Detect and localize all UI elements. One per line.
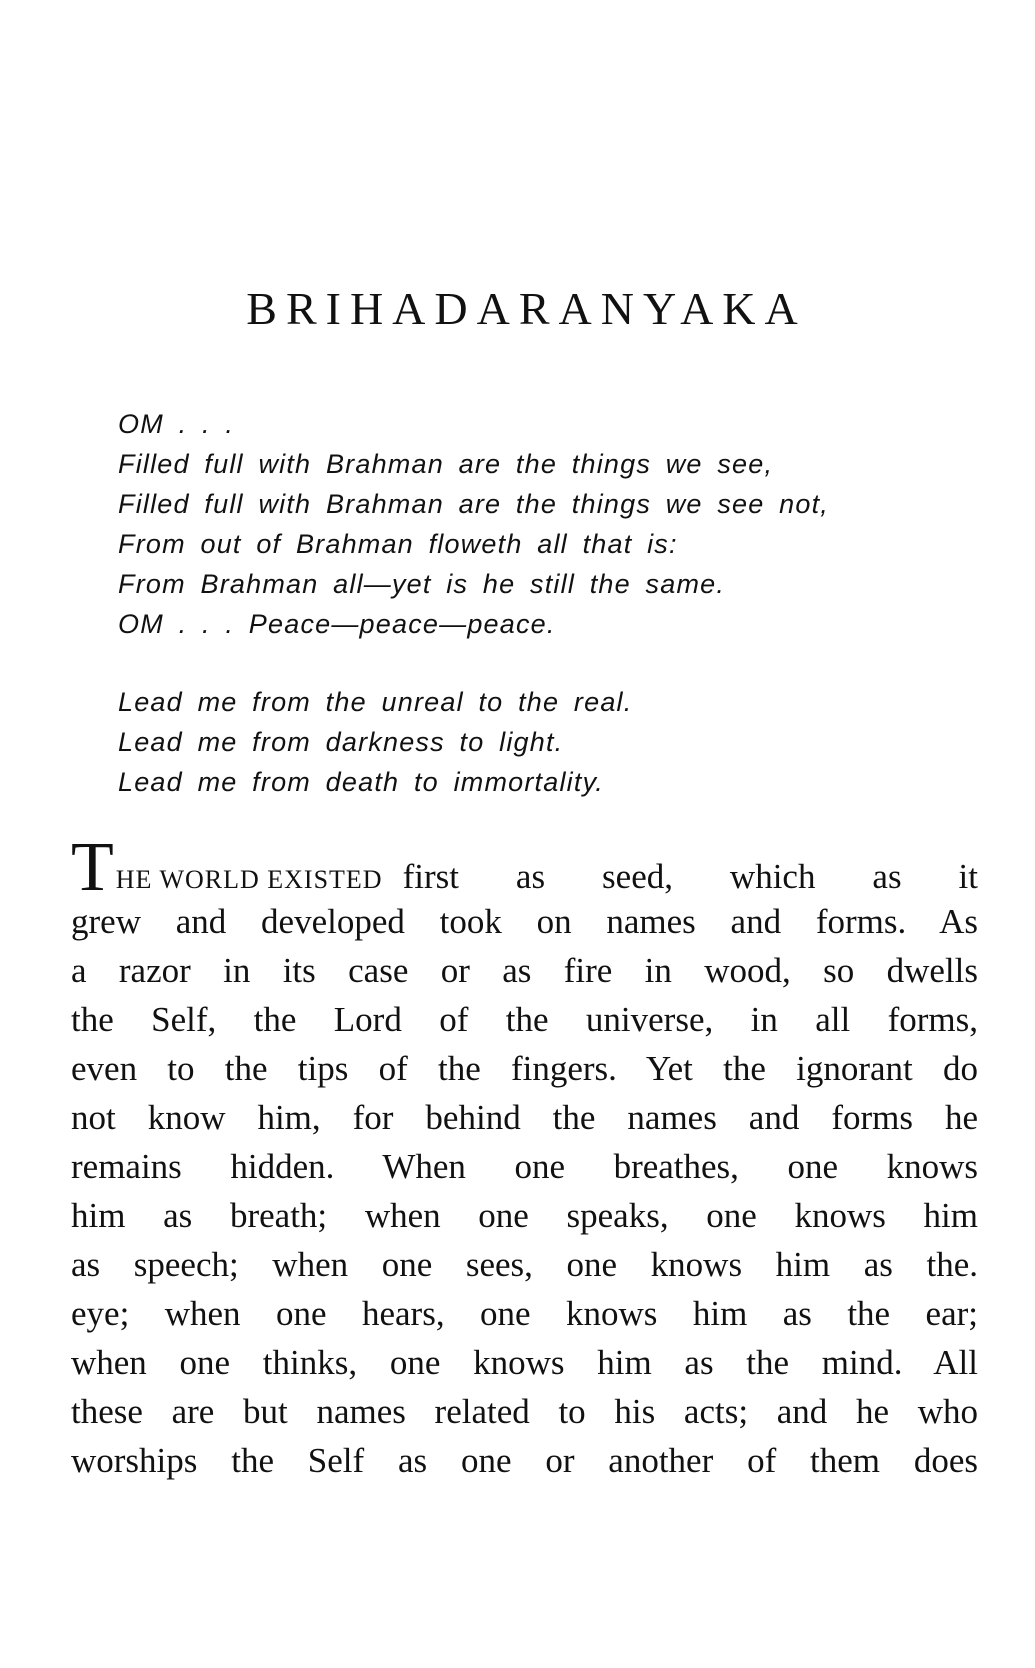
paragraph-line: him as breath; when one speaks, one knows him <box>71 1196 978 1235</box>
paragraph-line: these are but names related to his acts; and he who <box>71 1392 978 1431</box>
small-caps-lead: HE WORLD EXISTED <box>115 865 383 894</box>
invocation-verse <box>118 404 978 644</box>
verse-line: From Brahman all—yet is he still the same. <box>118 569 726 599</box>
verse-line: Filled full with Brahman are the things we see not, <box>118 489 830 519</box>
verse-line: Filled full with Brahman are the things we see, <box>118 449 774 479</box>
page-title: BRIHADARANYAKA <box>246 283 807 334</box>
paragraph-line: worships the Self as one or another of them does <box>71 1441 978 1480</box>
verse-line: OM . . . <box>118 409 235 439</box>
verse-line: OM . . . Peace—peace—peace. <box>118 609 556 639</box>
verse-line: Lead me from the unreal to the real. <box>118 687 633 717</box>
paragraph-line: a razor in its case or as fire in wood, so dwells <box>71 951 978 990</box>
body-paragraph <box>71 829 978 1485</box>
verse-line: From out of Brahman floweth all that is: <box>118 529 678 559</box>
drop-cap: T <box>71 829 114 906</box>
paragraph-line <box>71 829 978 906</box>
paragraph-line: grew and developed took on names and forms. As <box>71 902 978 941</box>
paragraph-line: not know him, for behind the names and forms he <box>71 1098 978 1137</box>
first-line-rest: first as seed, which as it <box>402 857 978 896</box>
opening-words <box>71 829 383 906</box>
paragraph-line: even to the tips of the fingers. Yet the ignorant do <box>71 1049 978 1088</box>
prayer-verse <box>118 682 978 802</box>
paragraph-line: eye; when one hears, one knows him as the ear; <box>71 1294 978 1333</box>
paragraph-line: when one thinks, one knows him as the mind. All <box>71 1343 978 1382</box>
verse-line: Lead me from death to immortality. <box>118 767 604 797</box>
paragraph-line: remains hidden. When one breathes, one knows <box>71 1147 978 1186</box>
paragraph-line: the Self, the Lord of the universe, in all forms, <box>71 1000 978 1039</box>
verse-line: Lead me from darkness to light. <box>118 727 564 757</box>
paragraph-line: as speech; when one sees, one knows him as the. <box>71 1245 978 1284</box>
